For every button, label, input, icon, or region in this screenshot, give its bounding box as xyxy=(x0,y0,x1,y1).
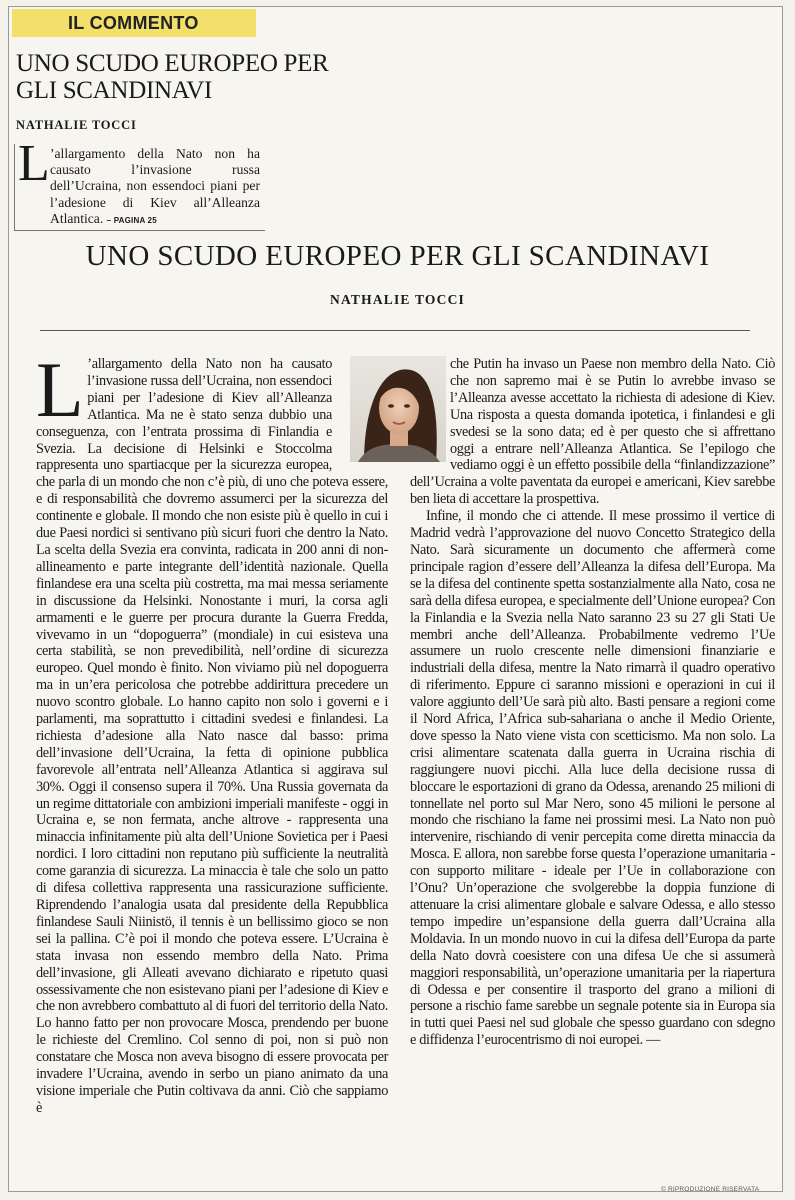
section-kicker: IL COMMENTO xyxy=(12,9,256,37)
article-dropcap: L xyxy=(36,346,84,433)
article-paragraph: ’allargamento della Nato non ha causato l’invasione russa dell’Ucraina, non essendoci piani per l’adesione di Kiev all’Alleanza Atlantica. Ma ne è stato senza dubbio una conseguenza, con l’entrata prossima di Finlandia e Svezia. La decisione di Helsinki e Stoccolma rappresenta uno spartiacque per la sicurezza europea, che parla di un mondo che non c’è più, di uno che poteva essere, e di responsabilità che dovremo assumerci per la sicurezza del continente e globale. Il mondo che non esiste più è quello in cui i due Paesi nordici si sentivano più sicuri fuori che dentro la Nato. La scelta della Svezia era convinta, radicata in 200 anni di non-allineamento e parte integrante dell’identità nazionale. Quella finlandese era una scelta più costretta, ma mai messa seriamente in discussione da Helsinki. Nonostante i muri, la corsa agli armamenti e le guerre per procura durante la Guerra Fredda, vivevamo in un “dopoguerra” (mondiale) in cui esisteva una certa stabilità, se non prevedibilità, nell’ordine di sicurezza europeo. Quel mondo è finito. Non viviamo più nel dopoguerra ma in un’era pericolosa che potrebbe addirittura precedere un nuovo scontro globale. Lo hanno capito non solo i governi e i parlamenti, ma soprattutto i cittadini svedesi e finlandesi. La richiesta d’adesione alla Nato nasce dal basso: prima dell’invasione dell’Ucraina, la fetta di opinione pubblica favorevole all’entrata nell’Alleanza Atlantica si aggirava sul 30%. Oggi il consenso supera il 70%. Una Russia governata da un regime dittatoriale con ambizioni imperiali manifeste - oggi in Ucraina e, se non fermata, anche altrove - rappresenta una minaccia infinitamente più alta dell’Unione Sovietica per i Paesi nordici. I loro cittadini non reputano più sufficiente la neutralità come garanzia di sicurezza. La minaccia è tale che solo un patto di difesa collettiva rappresenta una rassicurazione sufficiente. Riprendendo l’analogia usata dal presidente della Repubblica finlandese Sauli Niinistö, il tennis è un bellissimo gioco se non sei la pallina. C’è poi il mondo che poteva essere. L’Ucraina è stata invasa non essendo membro della Nato. Prima dell’invasione, gli Alleati avevano dichiarato e ripetuto quasi ossessivamente che non esistevano piani per l’adesione di Kiev e che non avrebbero combattuto al di fuori del territorio della Nato. Lo hanno fatto per non provocare Mosca, prendendo per buone le richieste del Cremlino. Col senno di poi, non si può non constatare che Mosca non aveva bisogno di essere provocata per invadere l’Ucraina, avendo in serbo un piano animato da una visione imperiale che Putin coltivava da anni. Ciò che sappiamo è xyxy=(36,356,388,1116)
teaser-text xyxy=(50,146,260,229)
photo-wrap-spacer xyxy=(410,356,450,474)
teaser-author: NATHALIE TOCCI xyxy=(16,118,137,132)
teaser-body: ’allargamento della Nato non ha causato l’invasione russa dell’Ucraina, non essendoci piani per l’adesione di Kiev all’Alleanza Atlantica. xyxy=(50,146,260,226)
article-column-2 xyxy=(410,356,775,1049)
article-title: UNO SCUDO EUROPEO PER GLI SCANDINAVI xyxy=(85,240,710,272)
page-reference: – PAGINA 25 xyxy=(106,215,157,225)
article-paragraph: Infine, il mondo che ci attende. Il mese prossimo il vertice di Madrid vedrà l’approvazione del nuovo Concetto Strategico della Nato. Sarà sicuramente un documento che affermerà come principale ragion d’essere dell’Alleanza la difesa dell’Europa. Ma se la difesa del continente spetta sostanzialmente alla Nato, cosa ne sarà della difesa europea, e specialmente dell’Unione europea? Con la Finlandia e la Svezia nella Nato saranno 23 su 27 gli Stati Ue membri anche dell’Alleanza. Probabilmente vedremo l’Ue assumere un ruolo crescente nelle dimensioni finanziarie e industriali della difesa, mentre la Nato rimarrà il quadro operativo di riferimento. Eppure ci saranno missioni e operazioni in cui il valore aggiunto dell’Ue sarà più alto. Basti pensare a regioni come il Nord Africa, l’Africa sub-sahariana o anche il Medio Oriente, dove spesso la Nato viene vista con scetticismo. Ma non solo. La crisi alimentare scatenata dalla guerra in Ucraina rischia di raggiungere nuovi picchi. Alla luce della decisione russa di bloccare le esportazioni di grano da Odessa, arenando 25 milioni di tonnellate nel porto sul Mar Nero, sono 45 milioni le persone al mondo che rischiano la fame nei prossimi mesi. La Nato non può intervenire, rischiando di venir percepita come diretta minaccia da Mosca. E allora, non sarebbe forse questa l’operazione umanitaria - con supporto militare - ideale per l’Ue in collaborazione con l’Onu? Un’operazione che svolgerebbe la doppia funzione di attenuare la crisi alimentare globale e salvare Odessa, e allo stesso tempo impedire un’espansione della guerra dall’Ucraina alla Moldavia. In un mondo nuovo in cui la difesa dell’Europa da parte della Nato dovrà coesistere con una difesa Ue che si assumerà maggiori responsabilità, un’operazione umanitaria per la riapertura di Odessa e per consentire il trasporto del grano a milioni di persone a rischio fame sarebbe un segnale potente sia in Europa sia in tutti quei Paesi nel sud globale che spesso guardano con sdegno e diffidenza l’eurocentrismo di noi europei. — xyxy=(410,508,775,1049)
header-rule xyxy=(40,330,750,331)
copyright-note: © RIPRODUZIONE RISERVATA xyxy=(661,1186,760,1193)
teaser-dropcap: L xyxy=(18,135,50,192)
teaser-title: UNO SCUDO EUROPEO PER GLI SCANDINAVI xyxy=(16,50,329,104)
article-paragraph: che Putin ha invaso un Paese non membro della Nato. Ciò che non sapremo mai è se Putin lo avrebbe invaso se l’Alleanza avesse accettato la richiesta di adesione di Kiev. Una risposta a questa domanda ipotetica, i finlandesi e gli svedesi se la sono data; ed è per questo che si affrettano oggi a entrare nell’Alleanza Atlantica. Se l’epilogo che vediamo oggi è un effetto possibile della “finlandizzazione” dell’Ucraina a volte paventata da europei e americani, Kiev sarebbe ben lieta di accettare la prospettiva. xyxy=(410,356,775,508)
article-author: NATHALIE TOCCI xyxy=(330,292,465,307)
article-column-1 xyxy=(36,346,388,1117)
photo-wrap-spacer xyxy=(332,356,388,464)
